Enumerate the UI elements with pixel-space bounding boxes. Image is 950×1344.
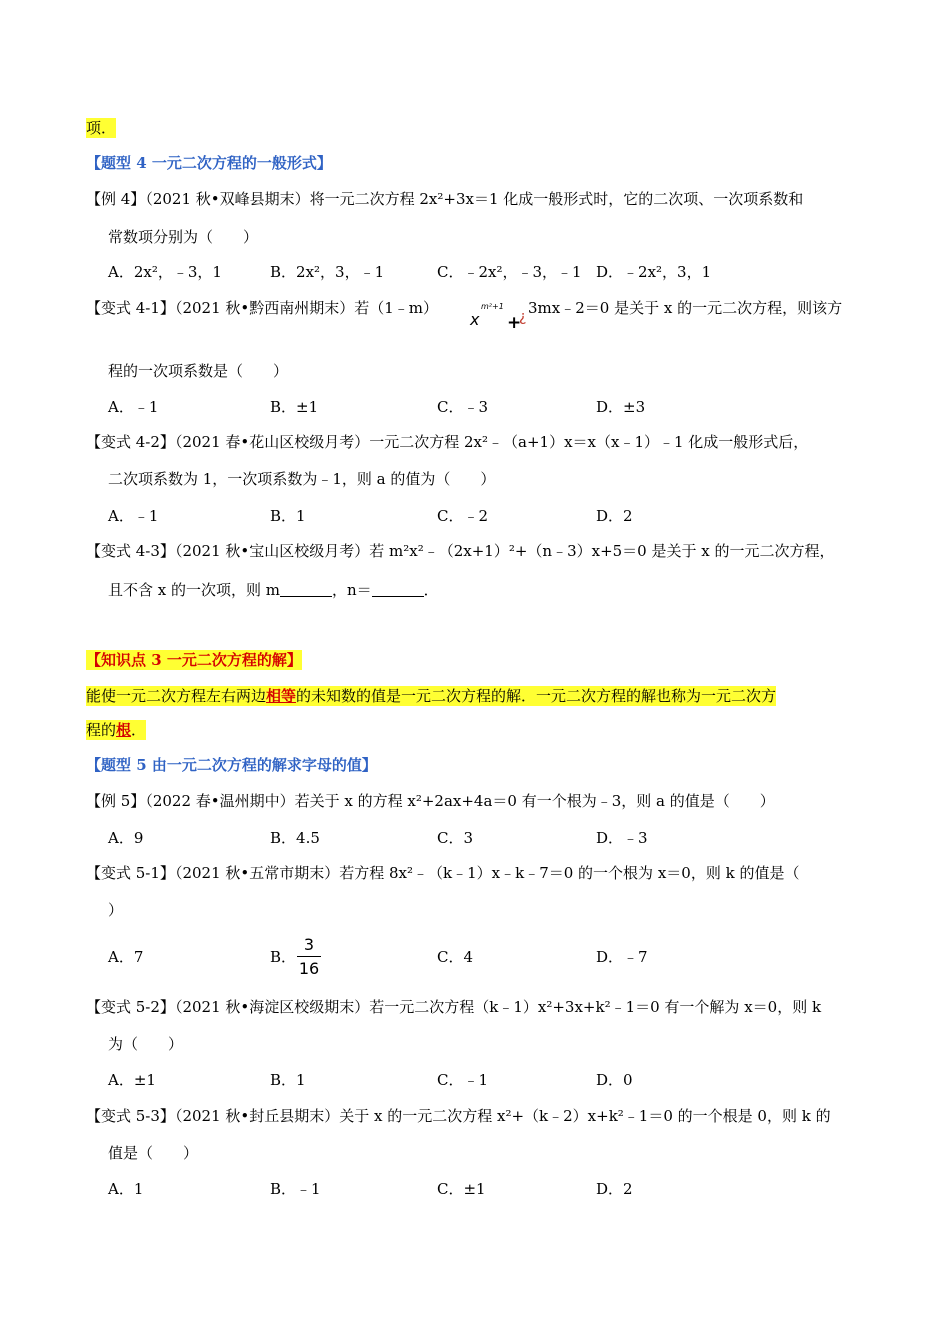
variant52-line2: 为（ ） [108,1035,184,1053]
variant52-option-b[interactable]: B．1 [270,1071,306,1089]
variant41-line2: 程的一次项系数是（ ） [108,362,289,380]
continued-text: 项． [86,119,117,137]
variant41-stem-1a: （2021 秋•黔西南州期末）若（1﹣m） [174,299,438,317]
expr-base: x [470,310,480,329]
variant51-option-d[interactable]: D．﹣7 [596,948,648,966]
expr-glyph: ¿ [519,309,527,325]
variant51-stem-1: （2021 秋•五常市期末）若方程 8x²﹣（k﹣1）x﹣k﹣7＝0 的一个根为 x＝0，则 k 的值是（ [174,864,800,882]
variant42-option-b[interactable]: B．1 [270,507,306,525]
variant41-line1a [86,298,438,318]
kp3-text-1c: 的未知数的值是一元二次方程的解．一元二次方程的解也称为一元二次方 [296,687,777,705]
example5-tag: 【例 5】 [86,792,146,810]
example5-option-d[interactable]: D．﹣3 [596,829,648,847]
fraction-numerator: 3 [303,935,315,954]
kp3-keyword-equal: 相等 [266,687,297,705]
expr-plus: + [507,313,522,333]
variant42-tag: 【变式 4-2】 [86,433,175,451]
kp3-text-2a: 程的 [86,721,117,739]
variant42-option-a[interactable]: A．﹣1 [108,507,159,525]
example5-option-c[interactable]: C．3 [437,829,474,847]
expr-exponent: m²+1 [481,302,504,311]
variant53-option-a[interactable]: A．1 [108,1180,144,1198]
fraction-3-16 [297,935,321,978]
variant52-option-d[interactable]: D．0 [596,1071,633,1089]
example5-line1 [86,791,775,811]
variant41-option-a[interactable]: A．﹣1 [108,398,159,416]
variant52-option-a[interactable]: A．±1 [108,1071,156,1089]
variant53-option-c[interactable]: C．±1 [437,1180,486,1198]
variant53-line2: 值是（ ） [108,1144,199,1162]
variant52-tag: 【变式 5-2】 [86,998,175,1016]
variant42-line2: 二次项系数为 1，一次项系数为﹣1，则 a 的值为（ ） [108,470,496,488]
variant43-stem-2b: ，n＝ [332,581,372,599]
kp3-keyword-root: 根 [116,721,132,739]
knowledge-point3-title: 【知识点 3 一元二次方程的解】 [86,651,302,669]
kp3-text-1a: 能使一元二次方程左右两边 [86,687,267,705]
variant41-option-d[interactable]: D．±3 [596,398,646,416]
variant43-line1 [86,541,835,561]
example5-stem-1: （2022 春•温州期中）若关于 x 的方程 x²+2ax+4a＝0 有一个根为﹣3，则 a 的值是（ ） [145,792,775,810]
variant41-stem-1b: 3mx﹣2＝0 是关于 x 的一元二次方程，则该方 [528,299,843,317]
variant51-option-a[interactable]: A．7 [108,948,144,966]
variant52-line1 [86,997,821,1017]
variant51-option-b[interactable]: B． [270,948,297,966]
variant51-tag: 【变式 5-1】 [86,864,175,882]
variant51-option-c[interactable]: C．4 [437,948,474,966]
example4-option-b[interactable]: B．2x²，3，﹣1 [270,263,385,281]
kp3-text-2c: ． [131,721,147,739]
variant43-stem-2a: 且不含 x 的一次项，则 m [108,581,280,599]
variant42-line1 [86,432,808,452]
example4-stem-1: （2021 秋•双峰县期末）将一元二次方程 2x²+3x＝1 化成一般形式时，它的二次项、一次项系数和 [145,190,804,208]
variant53-line1 [86,1106,831,1126]
section-title-type4: 【题型 4 一元二次方程的一般形式】 [86,154,332,172]
variant41-option-c[interactable]: C．﹣3 [437,398,489,416]
example4-option-a[interactable]: A．2x²，﹣3，1 [108,263,222,281]
variant42-option-d[interactable]: D．2 [596,507,633,525]
variant51-line2: ） [108,901,124,919]
variant41-option-b[interactable]: B．±1 [270,398,319,416]
example4-option-c[interactable]: C．﹣2x²，﹣3，﹣1 [437,263,582,281]
variant43-line2 [108,580,439,600]
variant53-stem-1: （2021 秋•封丘县期末）关于 x 的一元二次方程 x²+（k﹣2）x+k²﹣1＝0 的一个根是 0，则 k 的 [174,1107,831,1125]
fraction-bar [297,956,321,957]
variant53-tag: 【变式 5-3】 [86,1107,175,1125]
variant43-stem-2c: ． [423,581,439,599]
knowledge-point3-para-line2 [86,720,146,740]
variant53-option-d[interactable]: D．2 [596,1180,633,1198]
variant42-stem-1: （2021 春•花山区校级月考）一元二次方程 2x²﹣（a+1）x＝x（x﹣1）﹣1 化成一般形式后， [174,433,809,451]
example4-option-d[interactable]: D．﹣2x²，3，1 [596,263,712,281]
answer-blank-m[interactable] [280,582,332,597]
variant52-option-c[interactable]: C．﹣1 [437,1071,489,1089]
variant51-line1 [86,863,799,883]
example4-line2: 常数项分别为（ ） [108,228,259,246]
example4-tag: 【例 4】 [86,190,146,208]
knowledge-point3-para-line1 [86,686,776,706]
variant43-tag: 【变式 4-3】 [86,542,175,560]
fraction-denominator: 16 [298,959,320,978]
variant53-option-b[interactable]: B．﹣1 [270,1180,321,1198]
example5-option-a[interactable]: A．9 [108,829,144,847]
variant42-option-c[interactable]: C．﹣2 [437,507,489,525]
variant52-stem-1: （2021 秋•海淀区校级期末）若一元二次方程（k﹣1）x²+3x+k²﹣1＝0 有一个解为 x＝0，则 k [174,998,822,1016]
example4-line1 [86,189,803,209]
example5-option-b[interactable]: B．4.5 [270,829,320,847]
broken-equation-object [470,302,530,334]
variant43-stem-1: （2021 秋•宝山区校级月考）若 m²x²﹣（2x+1）²+（n﹣3）x+5＝0 是关于 x 的一元二次方程， [174,542,835,560]
variant41-tag: 【变式 4-1】 [86,299,175,317]
section-title-type5: 【题型 5 由一元二次方程的解求字母的值】 [86,756,377,774]
answer-blank-n[interactable] [372,582,424,597]
